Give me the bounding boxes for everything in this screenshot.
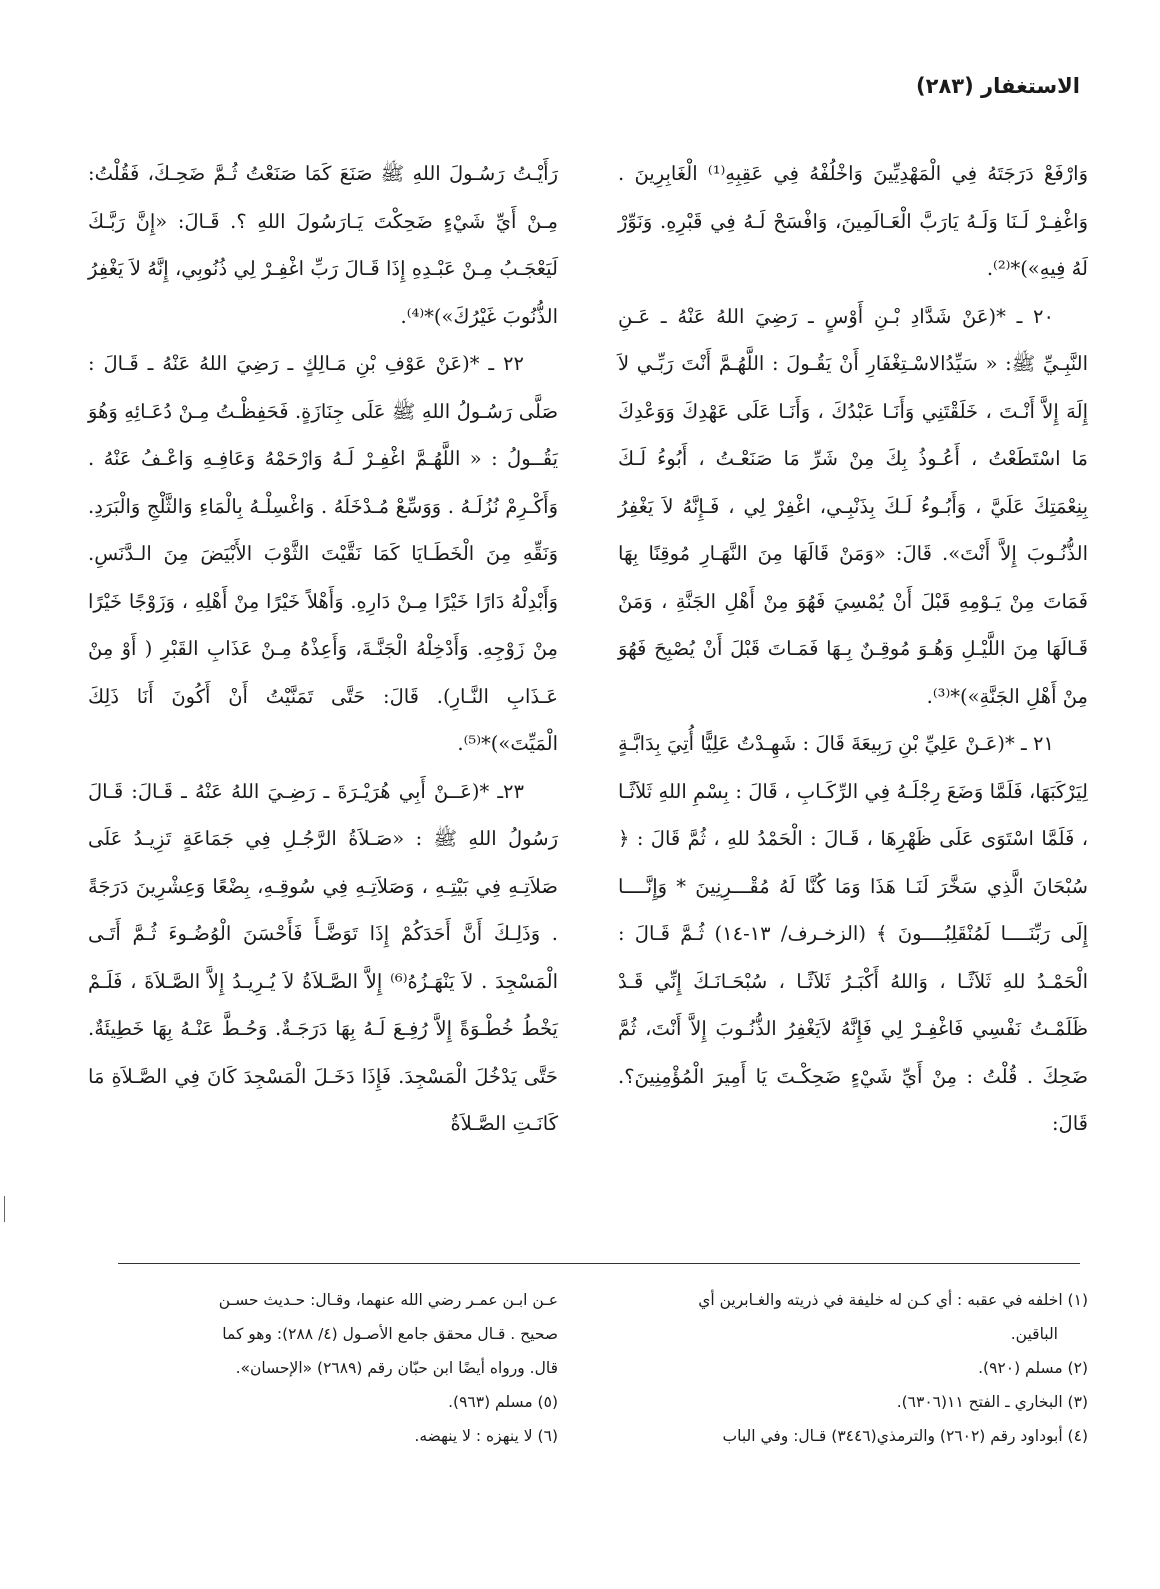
running-head: الاستغفار (٢٨٣) [916,74,1080,98]
hadith-20: ٢٠ ـ *(عَنْ شَدَّادِ بْـنِ أَوْسٍ ـ رَضِيَ اللهُ عَنْهُ ـ عَـنِ النَّبِـيِّ ﷺ: « سَيِّدُالاسْـتِغْفَارِ أَنْ يَقُـولَ : اللَّهُـمَّ أَنْتَ رَبِّـي لاَ إِلَهَ إِلاَّ أَنْـتَ ، خَلَقْتَنِي وَأَنَـا عَبْدُكَ ، وَأَنَـا عَلَى عَهْدِكَ وَوَعْدِكَ مَا اسْتَطَعْتُ ، أَعُـوذُ بِكَ مِنْ شَرِّ مَا صَنَعْـتُ ، أَبُوءُ لَـكَ بِنِعْمَتِكَ عَلَيَّ ، وَأَبُـوءُ لَـكَ بِذَنْبِـي، اغْفِرْ لِي ، فَـإِنَّهُ لاَ يَغْفِرُ الذُّنُـوبَ إِلاَّ أَنْتَ». قَالَ: «وَمَنْ قَالَهَا مِنَ النَّهَـارِ مُوقِنًا بِهَا فَمَاتَ مِنْ يَـوْمِهِ قَبْلَ أَنْ يُمْسِيَ فَهُوَ مِنْ أَهْلِ الجَنَّةِ ، وَمَنْ قَـالَهَا مِنَ اللَّيْـلِ وَهُـوَ مُوقِـنٌ بِـهَا فَمَـاتَ قَبْلَ أَنْ يُصْبِحَ فَهُوَ مِنْ أَهْلِ الجَنَّةِ»)*⁽³⁾. [618,304,1088,708]
footnote-4: (٤) أبوداود رقم (٢٦٠٢) والترمذي(٣٤٤٦) قـال: وفي الباب [722,1427,1088,1445]
footnote-divider [118,1263,1080,1264]
paragraph: رَأَيْـتُ رَسُـولَ اللهِ ﷺ صَنَعَ كَمَا صَنَعْتُ ثُـمَّ ضَحِـكَ، فَقُلْتُ: مِـنْ أَيِّ شَيْءٍ ضَحِكْتَ يَـارَسُولَ اللهِ ؟. قَـالَ: «إِنَّ رَبَّـكَ لَيَعْجَـبُ مِـنْ عَبْـدِهِ إِذَا قَـالَ رَبِّ اغْفِـرْ لِي ذُنُوبِي، إِنَّهُ لاَ يَغْفِرُ الذُّنُوبَ غَيْرُكَ»)*⁽⁴⁾. [88,162,558,328]
footnotes-right [618,1283,1088,1453]
paragraph: وَارْفَعْ دَرَجَتَهُ فِي الْمَهْدِيِّينَ وَاخْلُفْهُ فِي عَقِبِهِ⁽¹⁾ الْغَابِرِينَ . وَاغْفِـرْ لَـنَا وَلَـهُ يَارَبَّ الْعَـالَمِينَ، وَافْسَحْ لَـهُ فِي قَبْرِهِ. وَنَوِّرْ لَهُ فِيهِ»)*⁽²⁾. [618,162,1088,280]
footnotes-left [88,1283,558,1453]
hadith-21: ٢١ ـ *(عَـنْ عَلِيِّ بْنِ رَبِيعَةَ قَالَ : شَهِـدْتُ عَلِيًّا أُتِيَ بِدَابَّـةٍ لِيَرْكَبَهَا، فَلَمَّا وَضَعَ رِجْلَـهُ فِي الرِّكَـابِ ، قَالَ : بِسْمِ اللهِ ثَلاَثًـا ، فَلَمَّا اسْتَوَى عَلَى ظَهْرِهَا ، قَـالَ : الْحَمْدُ للهِ ، ثُمَّ قَالَ : ﴿ سُبْحَانَ الَّذِي سَخَّرَ لَنَـا هَذَا وَمَا كُنَّا لَهُ مُقْـــرِنِينَ * وَإِنَّــــا إِلَى رَبِّنَــــا لَمُنْقَلِبُــــونَ ﴾ (الزخـرف/ ١٣-١٤) ثُـمَّ قَـالَ : الْحَمْـدُ للهِ ثَلاَثًـا ، وَاللهُ أَكْبَـرُ ثَلاَثًـا ، سُبْحَـانَـكَ إِنِّي قَـدْ ظَلَمْـتُ نَفْسِي فَاغْفِـرْ لِي فَإِنَّهُ لاَيَغْفِرُ الذُّنُـوبَ إِلاَّ أَنْتَ، ثُمَّ ضَحِكَ . قُلْتُ : مِنْ أَيِّ شَيْءٍ ضَحِكْـتَ يَا أَمِيرَ الْمُؤْمِنِينَ؟. قَالَ: [618,732,1088,1135]
footnote-5: (٥) مسلم (٩٦٣). [448,1393,558,1411]
footnote-6: (٦) لا ينهزه : لا ينهضه. [414,1427,558,1445]
footnote-3: (٣) البخاري ـ الفتح ١١(٦٣٠٦). [896,1393,1088,1411]
footnote-4-cont: صحيح . قـال محقق جامع الأصـول (٤/ ٢٨٨): وهو كما [222,1325,558,1343]
hadith-22: ٢٢ ـ *(عَنْ عَوْفِ بْنِ مَـالِكٍ ـ رَضِيَ اللهُ عَنْهُ ـ قَـالَ : صَلَّى رَسُـولُ اللهِ ﷺ عَلَى جِنَازَةٍ. فَحَفِظْـتُ مِـنْ دُعَـائِهِ وَهُوَ يَقُــولُ : « اللَّهُـمَّ اغْفِـرْ لَـهُ وَارْحَمْهُ وَعَافِـهِ وَاعْـفُ عَنْهُ . وَأَكْـرِمْ نُزُلَـهُ . وَوَسِّعْ مُـدْخَلَهُ . وَاغْسِلْـهُ بِالْمَاءِ وَالثَّلْجِ وَالْبَرَدِ. وَنَقِّهِ مِنَ الْخَطَـايَا كَمَا نَقَّيْتَ الثَّوْبَ الأَبْيَضَ مِنَ الـدَّنَسِ. وَأَبْدِلْهُ دَارًا خَيْرًا مِـنْ دَارِهِ. وَأَهْلاً خَيْرًا مِنْ أَهْلِهِ ، وَزَوْجًا خَيْرًا مِنْ زَوْجِهِ. وَأَدْخِلْهُ الْجَنَّـةَ، وَأَعِذْهُ مِـنْ عَذَابِ القَبْرِ ( أَوْ مِنْ عَـذَابِ النَّـارِ). قَالَ: حَتَّى تَمَنَّيْتُ أَنْ أَكُونَ أَنَا ذَلِكَ الْمَيِّتَ»)*⁽⁵⁾. [88,352,558,755]
footnote-4-cont: قال. ورواه أيضًا ابن حبّان رقم (٢٦٨٩) «الإحسان». [235,1359,558,1377]
scan-edge-mark [4,1196,5,1222]
footnote-1: (١) اخلفه في عقبه : أي كـن له خليفة في ذريته والغـابرين أي [698,1291,1088,1309]
left-column [88,150,558,1148]
right-column [618,150,1088,1148]
footnote-1-cont: الباقين. [1010,1325,1058,1343]
hadith-23: ٢٣ـ *(عَــنْ أَبِي هُرَيْـرَةَ ـ رَضِـيَ اللهُ عَنْهُ ـ قَـالَ: قَـالَ رَسُولُ اللهِ ﷺ : «صَـلاَةُ الرَّجُـلِ فِي جَمَاعَةٍ تَزِيـدُ عَلَى صَلاَتِـهِ فِي بَيْتِـهِ ، وَصَلاَتِـهِ فِي سُوقِـهِ، بِضْعًا وَعِشْرِينَ دَرَجَةً . وَذَلِـكَ أَنَّ أَحَدَكُمْ إِذَا تَوَضَّـأَ فَأَحْسَنَ الْوُضُـوءَ ثُـمَّ أَتَـى الْمَسْجِدَ . لاَ يَنْهَـزُهُ⁽⁶⁾ إِلاَّ الصَّـلاَةُ لاَ يُـرِيـدُ إِلاَّ الصَّـلاَةَ ، فَلَـمْ يَخْطُ خُطْـوَةً إِلاَّ رُفِـعَ لَـهُ بِهَا دَرَجَـةٌ. وَحُـطَّ عَنْـهُ بِهَا خَطِيئَةٌ. حَتَّى يَدْخُلَ الْمَسْجِدَ. فَإِذَا دَخَـلَ الْمَسْجِدَ كَانَ فِي الصَّـلاَةِ مَا كَانَـتِ الصَّـلاَةُ [88,779,559,1135]
footnote-2: (٢) مسلم (٩٢٠). [978,1359,1088,1377]
footnote-4-cont: عـن ابـن عمـر رضي الله عنهما، وقـال: حـديث حسـن [218,1291,558,1309]
